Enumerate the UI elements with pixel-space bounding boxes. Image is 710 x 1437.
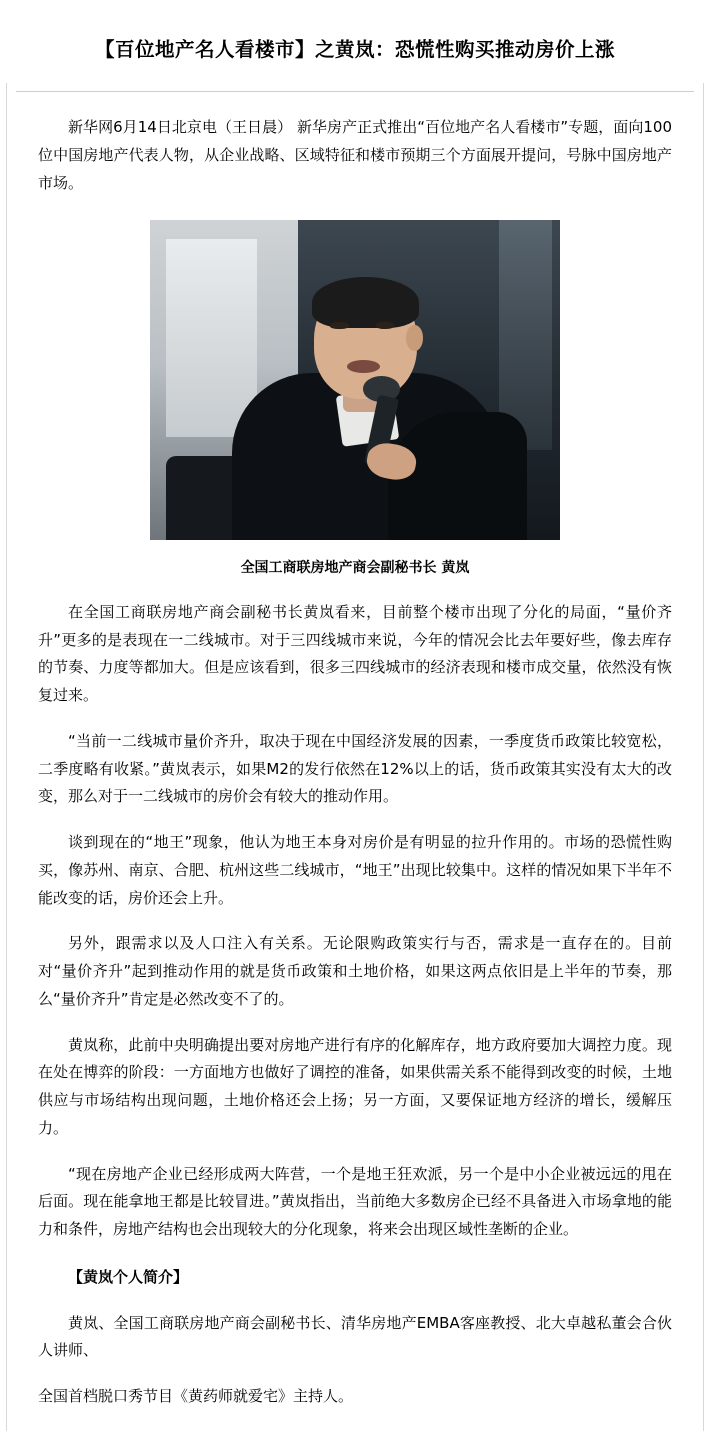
body-paragraph: 谈到现在的“地王”现象，他认为地王本身对房价是有明显的拉升作用的。市场的恐慌性购买，像苏州、南京、合肥、杭州这些二线城市，“地王”出现比较集中。这样的情况如果下半年不能改变的话，房价还会上升。 [38,833,672,907]
body-paragraph: “当前一二线城市量价齐升，取决于现在中国经济发展的因素，一季度货币政策比较宽松，二季度略有收紧。”黄岚表示，如果M2的发行依然在12%以上的话，货币政策其实没有太大的改变，那么对于一二线城市的房价会有较大的推动作用。 [38,731,672,806]
photo-backdrop-panel [166,239,256,437]
photo-subject-eye-right [376,322,394,329]
bottom-spacer [38,1411,672,1437]
article-figure [38,220,672,581]
photo-subject-mouth [347,360,380,373]
lead-paragraph: 新华网6月14日北京电（王日晨） 新华房产正式推出“百位地产名人看楼市”专题，面向100位中国房地产代表人物，从企业战略、区域特征和楼市预期三个方面展开提问，号脉中国房地产市场。 [38,118,672,192]
body-paragraph: “现在房地产企业已经形成两大阵营，一个是地王狂欢派，另一个是中小企业被远远的甩在后面。现在能拿地王都是比较冒进。”黄岚指出，当前绝大多数房企已经不具备进入市场拿地的能力和条件，房地产结构也会出现较大的分化现象，将来会出现区域性垄断的企业。 [38,1164,672,1239]
profile-paragraph: 全国首档脱口秀节目《黄药师就爱宅》主持人。 [38,1387,354,1406]
article-content [0,114,710,1436]
photo-subject-hair [312,277,419,328]
body-paragraph: 黄岚称，此前中央明确提出要对房地产进行有序的化解库存，地方政府要加大调控力度。现在处在博弈的阶段：一方面地方也做好了调控的准备，如果供需关系不能得到改变的时候，土地供应与市场结构出现问题，土地价格还会上扬；另一方面，又要保证地方经济的增长，缓解压力。 [38,1035,672,1137]
photo-caption: 全国工商联房地产商会副秘书长 黄岚 [240,559,470,576]
body-paragraph: 在全国工商联房地产商会副秘书长黄岚看来，目前整个楼市出现了分化的局面，“量价齐升”更多的是表现在一二线城市。对于三四线城市来说，今年的情况会比去年要好些，像去库存的节奏、力度等都加大。但是应该看到，很多三四线城市的经济表现和楼市成交量，依然没有恢复过来。 [38,602,672,705]
profile-paragraph: 黄岚、全国工商联房地产商会副秘书长、清华房地产EMBA客座教授、北大卓越私董会合伙人讲师、 [38,1313,672,1360]
left-border-rule [6,83,7,1431]
photo-subject-ear [406,325,422,351]
photo-subject-eye-left [330,322,348,329]
right-border-rule [703,83,704,1431]
body-paragraph: 另外，跟需求以及人口注入有关系。无论限购政策实行与否，需求是一直存在的。目前对“量价齐升”起到推动作用的就是货币政策和土地价格，如果这两点依旧是上半年的节奏，那么“量价齐升”肯定是必然改变不了的。 [38,934,672,1008]
title-divider [16,91,694,92]
article-title: 【百位地产名人看楼市】之黄岚：恐慌性购买推动房价上涨 [94,38,615,62]
article-page [0,13,710,1437]
portrait-photo [150,220,560,540]
profile-heading: 【黄岚个人简介】 [68,1267,189,1286]
